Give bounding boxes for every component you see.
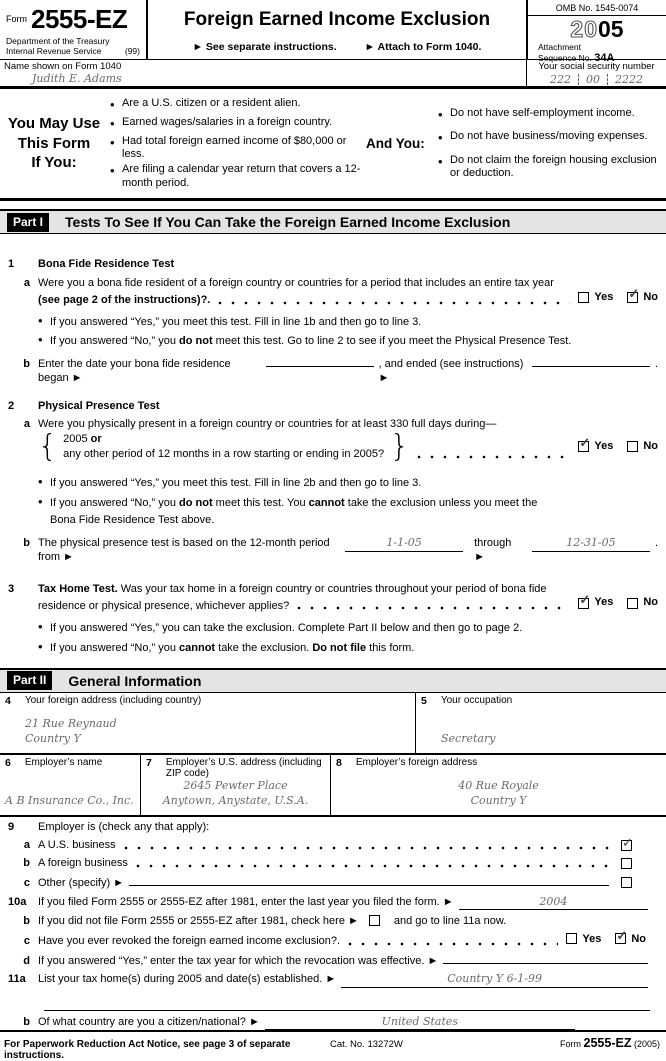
line10a-row (0, 895, 658, 911)
tax-home-continuation-field[interactable] (44, 999, 650, 1011)
employer-name-cell (0, 755, 140, 815)
line10c-letter: c (23, 935, 30, 948)
line9c-letter: c (23, 877, 30, 890)
ssn-field[interactable] (529, 73, 664, 86)
line1-number: 1 (8, 258, 15, 270)
part1-title: Tests To See If You Can Take the Foreign Earned Income Exclusion (65, 214, 511, 230)
bullet-icon (110, 97, 122, 113)
citizenship-value: United States (381, 1014, 459, 1028)
close-brace: } (390, 429, 410, 465)
foreign-address-line1: 21 Rue Reynaud (25, 717, 117, 731)
citizenship-field[interactable] (265, 1015, 575, 1031)
eligibility-bullet: Do not have self-employment income. (450, 107, 635, 120)
line2a-row (0, 418, 658, 465)
line9b-text: A foreign business (38, 857, 128, 870)
line1b-letter: b (23, 358, 30, 371)
line2-bullet2-cont (0, 511, 658, 528)
line1b-text: Enter the date your bona fide residence began ► (38, 358, 231, 384)
bullet-icon (38, 639, 50, 656)
occupation-field[interactable] (441, 732, 661, 751)
open-brace: { (38, 429, 58, 465)
period-through-value: 12-31-05 (566, 536, 616, 550)
no-label: No (643, 290, 658, 303)
year-bold: 05 (598, 16, 624, 42)
eligibility-bullet: Are filing a calendar year return that covers a 12-month period. (122, 163, 361, 189)
line10c-text: Have you ever revoked the foreign earned income exclusion?. (38, 935, 341, 948)
other-specify-field[interactable] (129, 874, 609, 886)
instruction-text: If you answered “Yes,” you meet this test. Fill in line 2b and then go to line 3. (50, 476, 422, 489)
line8-number: 8 (336, 756, 342, 769)
employer-foreign-address-cell (330, 755, 666, 815)
occupation-cell (415, 693, 666, 753)
form-word: Form (6, 14, 27, 24)
line11b-row (0, 1015, 658, 1031)
line9a-letter: a (23, 839, 30, 852)
line2a-question: Were you physically present in a foreign country or countries for at least 330 full days during— (38, 418, 497, 431)
line9a-text: A U.S. business (38, 839, 116, 852)
period-from-value: 1-1-05 (386, 536, 422, 550)
checkbox-2a-yes[interactable] (578, 441, 589, 452)
line1a-row (0, 277, 658, 308)
foreign-address-field[interactable] (25, 717, 410, 751)
line11b-text: Of what country are you a citizen/national? ► (38, 1015, 260, 1028)
line3-row (0, 583, 658, 614)
name-label: Name shown on Form 1040 (4, 61, 122, 72)
agency-line1: Department of the Treasury (6, 36, 110, 47)
footer-form-number: 2555-EZ (583, 1036, 632, 1051)
dotted-leader (124, 846, 613, 850)
employer-foreign-address-line2: Country Y (470, 794, 527, 808)
checkbox-9c-other[interactable] (621, 877, 632, 888)
line3-title: Tax Home Test. (38, 582, 118, 595)
line11a-continuation-row (0, 999, 658, 1011)
checkbox-10c-no[interactable] (615, 933, 626, 944)
period-from-field[interactable] (345, 536, 463, 552)
agency-line2: Internal Revenue Service (6, 46, 102, 57)
bullet-icon (110, 135, 122, 161)
omb-year-block (526, 0, 666, 65)
tax-year (528, 16, 666, 41)
line2a-option1: 2005 or (63, 433, 102, 446)
yes-label: Yes (594, 290, 614, 303)
line10b-letter: b (23, 914, 30, 927)
line1a-yes-no (578, 291, 658, 305)
bullet-icon (38, 332, 50, 349)
you-may-use-line3: If You: (31, 154, 77, 172)
tax-home-value: Country Y 6-1-99 (447, 972, 543, 986)
eligibility-bullet: Do not claim the foreign housing exclusion or deduction. (450, 153, 657, 179)
instruction-text: If you answered “No,” you cannot take the exclusion. Do not file this form. (50, 642, 415, 655)
you-may-use-line1: You May Use (7, 115, 101, 133)
line2b-letter: b (23, 537, 30, 550)
occupation-value: Secretary (441, 732, 496, 746)
line10b-text: If you did not file Form 2555 or 2555-EZ after 1981, check here ► (38, 914, 359, 927)
eligibility-bullet: Had total foreign earned income of $80,000 or less. (122, 134, 347, 160)
line11a-text: List your tax home(s) during 2005 and date(s) established. ► (38, 973, 337, 986)
foreign-address-cell (0, 693, 415, 753)
line1-title: Bona Fide Residence Test (38, 258, 175, 270)
ssn-separator (578, 74, 579, 85)
employer-foreign-address-line1: 40 Rue Royale (458, 779, 539, 793)
employer-foreign-address-field[interactable] (336, 779, 661, 813)
line9-number: 9 (8, 821, 15, 834)
paperwork-notice: For Paperwork Reduction Act Notice, see page 3 of separate instructions. (4, 1039, 291, 1061)
instruction-text: If you answered “Yes,” you can take the exclusion. Complete Part II below and then go to page 2. (50, 622, 523, 635)
line2-bullet2 (0, 494, 658, 511)
line9c-text: Other (specify) ► (38, 877, 125, 890)
eligibility-right-bullets (438, 100, 666, 187)
bullet-icon (438, 107, 450, 123)
employer-us-address-line2: Anytown, Anystate, U.S.A. (162, 794, 309, 808)
bullet-icon (38, 619, 50, 636)
line10b-text2: and go to line 11a now. (393, 914, 507, 927)
form-footer (0, 1030, 666, 1061)
line3-bullet1 (0, 619, 658, 636)
line2-title-row (0, 400, 658, 414)
checkbox-10c-yes[interactable] (566, 933, 577, 944)
instruction-text: Bona Fide Residence Test above. (50, 514, 215, 527)
agency-block (6, 37, 142, 57)
line3-question-l2: residence or physical presence, whichever applies? (38, 599, 290, 612)
line2-bullet1 (0, 474, 658, 491)
you-may-use-line2: This Form (17, 134, 91, 152)
part2-chip: Part II (7, 671, 52, 690)
no-label: No (643, 440, 658, 453)
part2-table (0, 693, 666, 817)
ssn-cell (526, 60, 666, 86)
ssn-separator (607, 74, 608, 85)
form-number-block (0, 0, 148, 59)
employer-us-address-cell (140, 755, 330, 815)
line9b-letter: b (23, 857, 30, 870)
bullet-icon (438, 154, 450, 180)
form-header (0, 0, 666, 65)
omb-number: OMB No. 1545-0074 (528, 0, 666, 16)
employer-row (0, 755, 666, 817)
residence-began-field[interactable] (266, 355, 374, 367)
ssn-label: Your social security number (538, 61, 655, 72)
checkbox-1a-yes[interactable] (578, 292, 589, 303)
part2-title: General Information (68, 672, 202, 689)
footer-form-word: Form (560, 1039, 581, 1050)
revocation-year-field[interactable] (443, 952, 648, 964)
catalog-number: Cat. No. 13272W (330, 1039, 403, 1051)
checkbox-3-no[interactable] (627, 598, 638, 609)
eligibility-section (0, 89, 666, 201)
line7-number: 7 (146, 756, 152, 769)
line3-number: 3 (8, 582, 15, 595)
line10d-letter: d (23, 955, 30, 968)
line10d-row (0, 952, 658, 969)
dotted-leader (218, 301, 570, 305)
line6-number: 6 (5, 756, 11, 769)
no-label: No (631, 932, 646, 945)
attachment-label: Attachment (538, 42, 581, 52)
bullet-icon (38, 494, 50, 511)
footer-form-year: (2005) (633, 1039, 660, 1050)
line1-bullet1 (0, 313, 658, 330)
line6-label: Employer’s name (24, 756, 103, 768)
bullet-icon (38, 313, 50, 330)
line3-question-l1: Was your tax home in a foreign country or countries throughout your period of bona fide (120, 582, 547, 595)
eligibility-bullet: Are a U.S. citizen or a resident alien. (122, 97, 301, 110)
last-year-filed-value: 2004 (539, 894, 568, 908)
yes-label: Yes (582, 932, 602, 945)
form-number: 2555-EZ (31, 4, 128, 34)
line10c-yes-no (566, 932, 646, 947)
checkbox-9a-us-business[interactable] (621, 840, 632, 851)
foreign-address-line2: Country Y (25, 732, 81, 746)
line5-label: Your occupation (440, 694, 513, 706)
line11a-row (0, 972, 658, 988)
line2a-letter: a (23, 418, 30, 431)
line4-label: Your foreign address (including country) (24, 694, 202, 706)
dotted-leader (297, 606, 570, 610)
line1a-letter: a (23, 276, 30, 289)
residence-ended-field[interactable] (532, 355, 650, 367)
year-outline: 20 (570, 16, 598, 42)
ssn-part1: 222 (550, 73, 571, 86)
eligibility-bullet: Earned wages/salaries in a foreign country. (122, 115, 333, 128)
line1a-question-l1: Were you a bona fide resident of a foreign country or countries for a period that includes an entire tax year (38, 276, 554, 289)
dotted-leader (348, 942, 558, 946)
line2a-option2: any other period of 12 months in a row starting or ending in 2005? (63, 447, 385, 460)
line2-title: Physical Presence Test (38, 399, 160, 412)
you-may-use-label (0, 114, 108, 173)
bullet-icon (438, 130, 450, 146)
yes-label: Yes (594, 596, 614, 609)
checkbox-3-yes[interactable] (578, 598, 589, 609)
ssn-part2: 00 (586, 73, 600, 86)
sequence-label: Sequence No. (538, 53, 592, 64)
checkbox-1a-no[interactable] (627, 292, 638, 303)
no-label: No (643, 596, 658, 609)
sequence-number: 34A (594, 52, 615, 65)
checkbox-2a-no[interactable] (627, 441, 638, 452)
line1-bullet2 (0, 332, 658, 349)
bullet-icon (110, 163, 122, 189)
line1b-row (0, 355, 658, 386)
line9c-row (0, 874, 658, 891)
employer-us-address-field[interactable] (146, 779, 325, 813)
line2b-period: . (654, 537, 658, 550)
last-year-filed-field[interactable] (459, 895, 648, 911)
employer-us-address-line1: 2645 Pewter Place (183, 779, 288, 793)
line3-bullet2 (0, 639, 658, 656)
line8-label: Employer’s foreign address (355, 756, 478, 768)
instruction-text: If you answered “Yes,” you meet this test. Fill in line 1b and then go to line 3. (50, 315, 422, 328)
line2-number: 2 (8, 399, 15, 412)
line2a-yes-no (578, 440, 658, 454)
line10d-text: If you answered “Yes,” enter the tax year for which the revocation was effective. ► (38, 955, 439, 968)
line10a-text: If you filed Form 2555 or 2555-EZ after 1981, enter the last year you filed the form. ► (38, 895, 454, 908)
employer-name-value: A B Insurance Co., Inc. (5, 794, 134, 808)
name-ssn-row (0, 60, 666, 89)
line1-title-row (0, 258, 658, 272)
address-row (0, 693, 666, 755)
part2-band (0, 668, 666, 693)
line2b-text: The physical presence test is based on the 12-month period from ► (38, 537, 330, 563)
eligibility-bullet: Do not have business/moving expenses. (450, 130, 648, 143)
footer-form-id (530, 1036, 660, 1050)
line10a-number: 10a (8, 895, 27, 908)
line7-label: Employer’s U.S. address (including ZIP code) (165, 756, 322, 779)
line5-number: 5 (421, 694, 427, 707)
period-through-field[interactable] (532, 536, 650, 552)
part1-content (0, 234, 666, 656)
name-cell (0, 60, 526, 86)
title-block (148, 0, 526, 59)
line10c-row (0, 932, 658, 949)
dotted-leader (417, 455, 570, 459)
agency-code: (99) (124, 46, 140, 57)
tax-home-field[interactable] (341, 972, 648, 988)
line2b-row (0, 536, 658, 565)
part1-chip: Part I (7, 213, 49, 232)
attach-note: ► Attach to Form 1040. (364, 41, 482, 53)
line1b-text2: , and ended (see instructions) ► (378, 358, 524, 384)
line10b-row (0, 914, 658, 929)
yes-label: Yes (594, 440, 614, 453)
instruction-text: If you answered “No,” you do not meet this test. You cannot take the exclusion unless you meet the (50, 496, 538, 509)
checkbox-10b-did-not-file[interactable] (369, 915, 380, 926)
and-you-label: And You: (366, 136, 425, 151)
line9-label-row (0, 820, 658, 835)
line11a-number: 11a (8, 973, 26, 986)
line1b-period: . (654, 358, 658, 371)
dotted-leader (136, 864, 613, 868)
bullet-icon (110, 116, 122, 132)
employer-name-field[interactable] (5, 794, 135, 813)
instruction-text: If you answered “No,” you do not meet this test. Go to line 2 to see if you meet the Physical Presence Test. (50, 335, 572, 348)
line2b-through: through ► (474, 537, 512, 563)
line9a-row (0, 838, 658, 853)
see-instructions-note: ► See separate instructions. (192, 41, 337, 53)
part2-lines (0, 817, 666, 1030)
line11b-letter: b (23, 1015, 30, 1028)
ssn-part3: 2222 (615, 73, 643, 86)
line9-label: Employer is (check any that apply): (38, 821, 210, 834)
line3-yes-no (578, 596, 658, 610)
line9b-row (0, 856, 658, 871)
line1a-question-l2: (see page 2 of the instructions)?. (38, 293, 211, 306)
form-title: Foreign Earned Income Exclusion (183, 9, 491, 30)
part1-band (0, 209, 666, 234)
line4-number: 4 (5, 694, 11, 707)
bullet-icon (38, 474, 50, 491)
eligibility-left-bullets (108, 95, 366, 193)
name-field[interactable]: Judith E. Adams (32, 72, 122, 85)
checkbox-9b-foreign-business[interactable] (621, 858, 632, 869)
